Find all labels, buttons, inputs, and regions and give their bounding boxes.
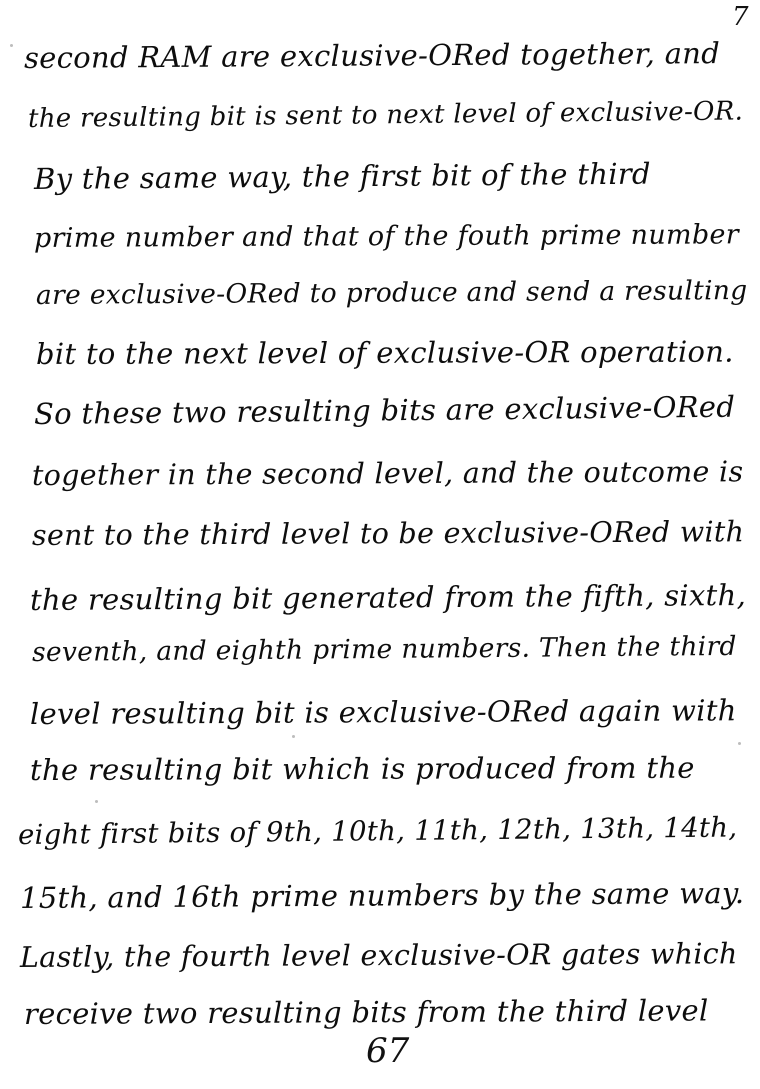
text-line: bit to the next level of exclusive-OR operation. bbox=[35, 334, 734, 371]
scan-speck bbox=[95, 800, 98, 803]
text-line: are exclusive-ORed to produce and send a resulting bbox=[35, 275, 748, 311]
text-line: the resulting bit which is produced from the bbox=[29, 750, 695, 787]
text-line: the resulting bit is sent to next level of exclusive-OR. bbox=[27, 96, 744, 134]
text-line: eight first bits of 9th, 10th, 11th, 12th, 13th, 14th, bbox=[17, 811, 738, 851]
text-line: the resulting bit generated from the fifth, sixth, bbox=[29, 578, 747, 617]
text-line: Lastly, the fourth level exclusive-OR gates which bbox=[19, 937, 738, 974]
text-line: sent to the third level to be exclusive-ORed with bbox=[31, 515, 745, 552]
text-line: 15th, and 16th prime numbers by the same way. bbox=[19, 875, 745, 915]
text-line: So these two resulting bits are exclusive-ORed bbox=[33, 389, 736, 431]
text-line: seventh, and eighth prime numbers. Then the third bbox=[31, 630, 737, 668]
scan-speck bbox=[738, 742, 741, 745]
text-line: together in the second level, and the outcome is bbox=[31, 455, 744, 492]
page-number: 67 bbox=[366, 1031, 410, 1071]
text-line: level resulting bit is exclusive-ORed again with bbox=[29, 693, 737, 731]
text-line: By the same way, the first bit of the third bbox=[33, 156, 651, 196]
corner-mark: 7 bbox=[732, 2, 749, 32]
text-line: receive two resulting bits from the third level bbox=[23, 993, 709, 1031]
scan-speck bbox=[10, 44, 13, 47]
scan-speck bbox=[292, 735, 295, 738]
text-line: second RAM are exclusive-ORed together, and bbox=[23, 36, 721, 75]
text-line: prime number and that of the fouth prime number bbox=[33, 219, 740, 254]
